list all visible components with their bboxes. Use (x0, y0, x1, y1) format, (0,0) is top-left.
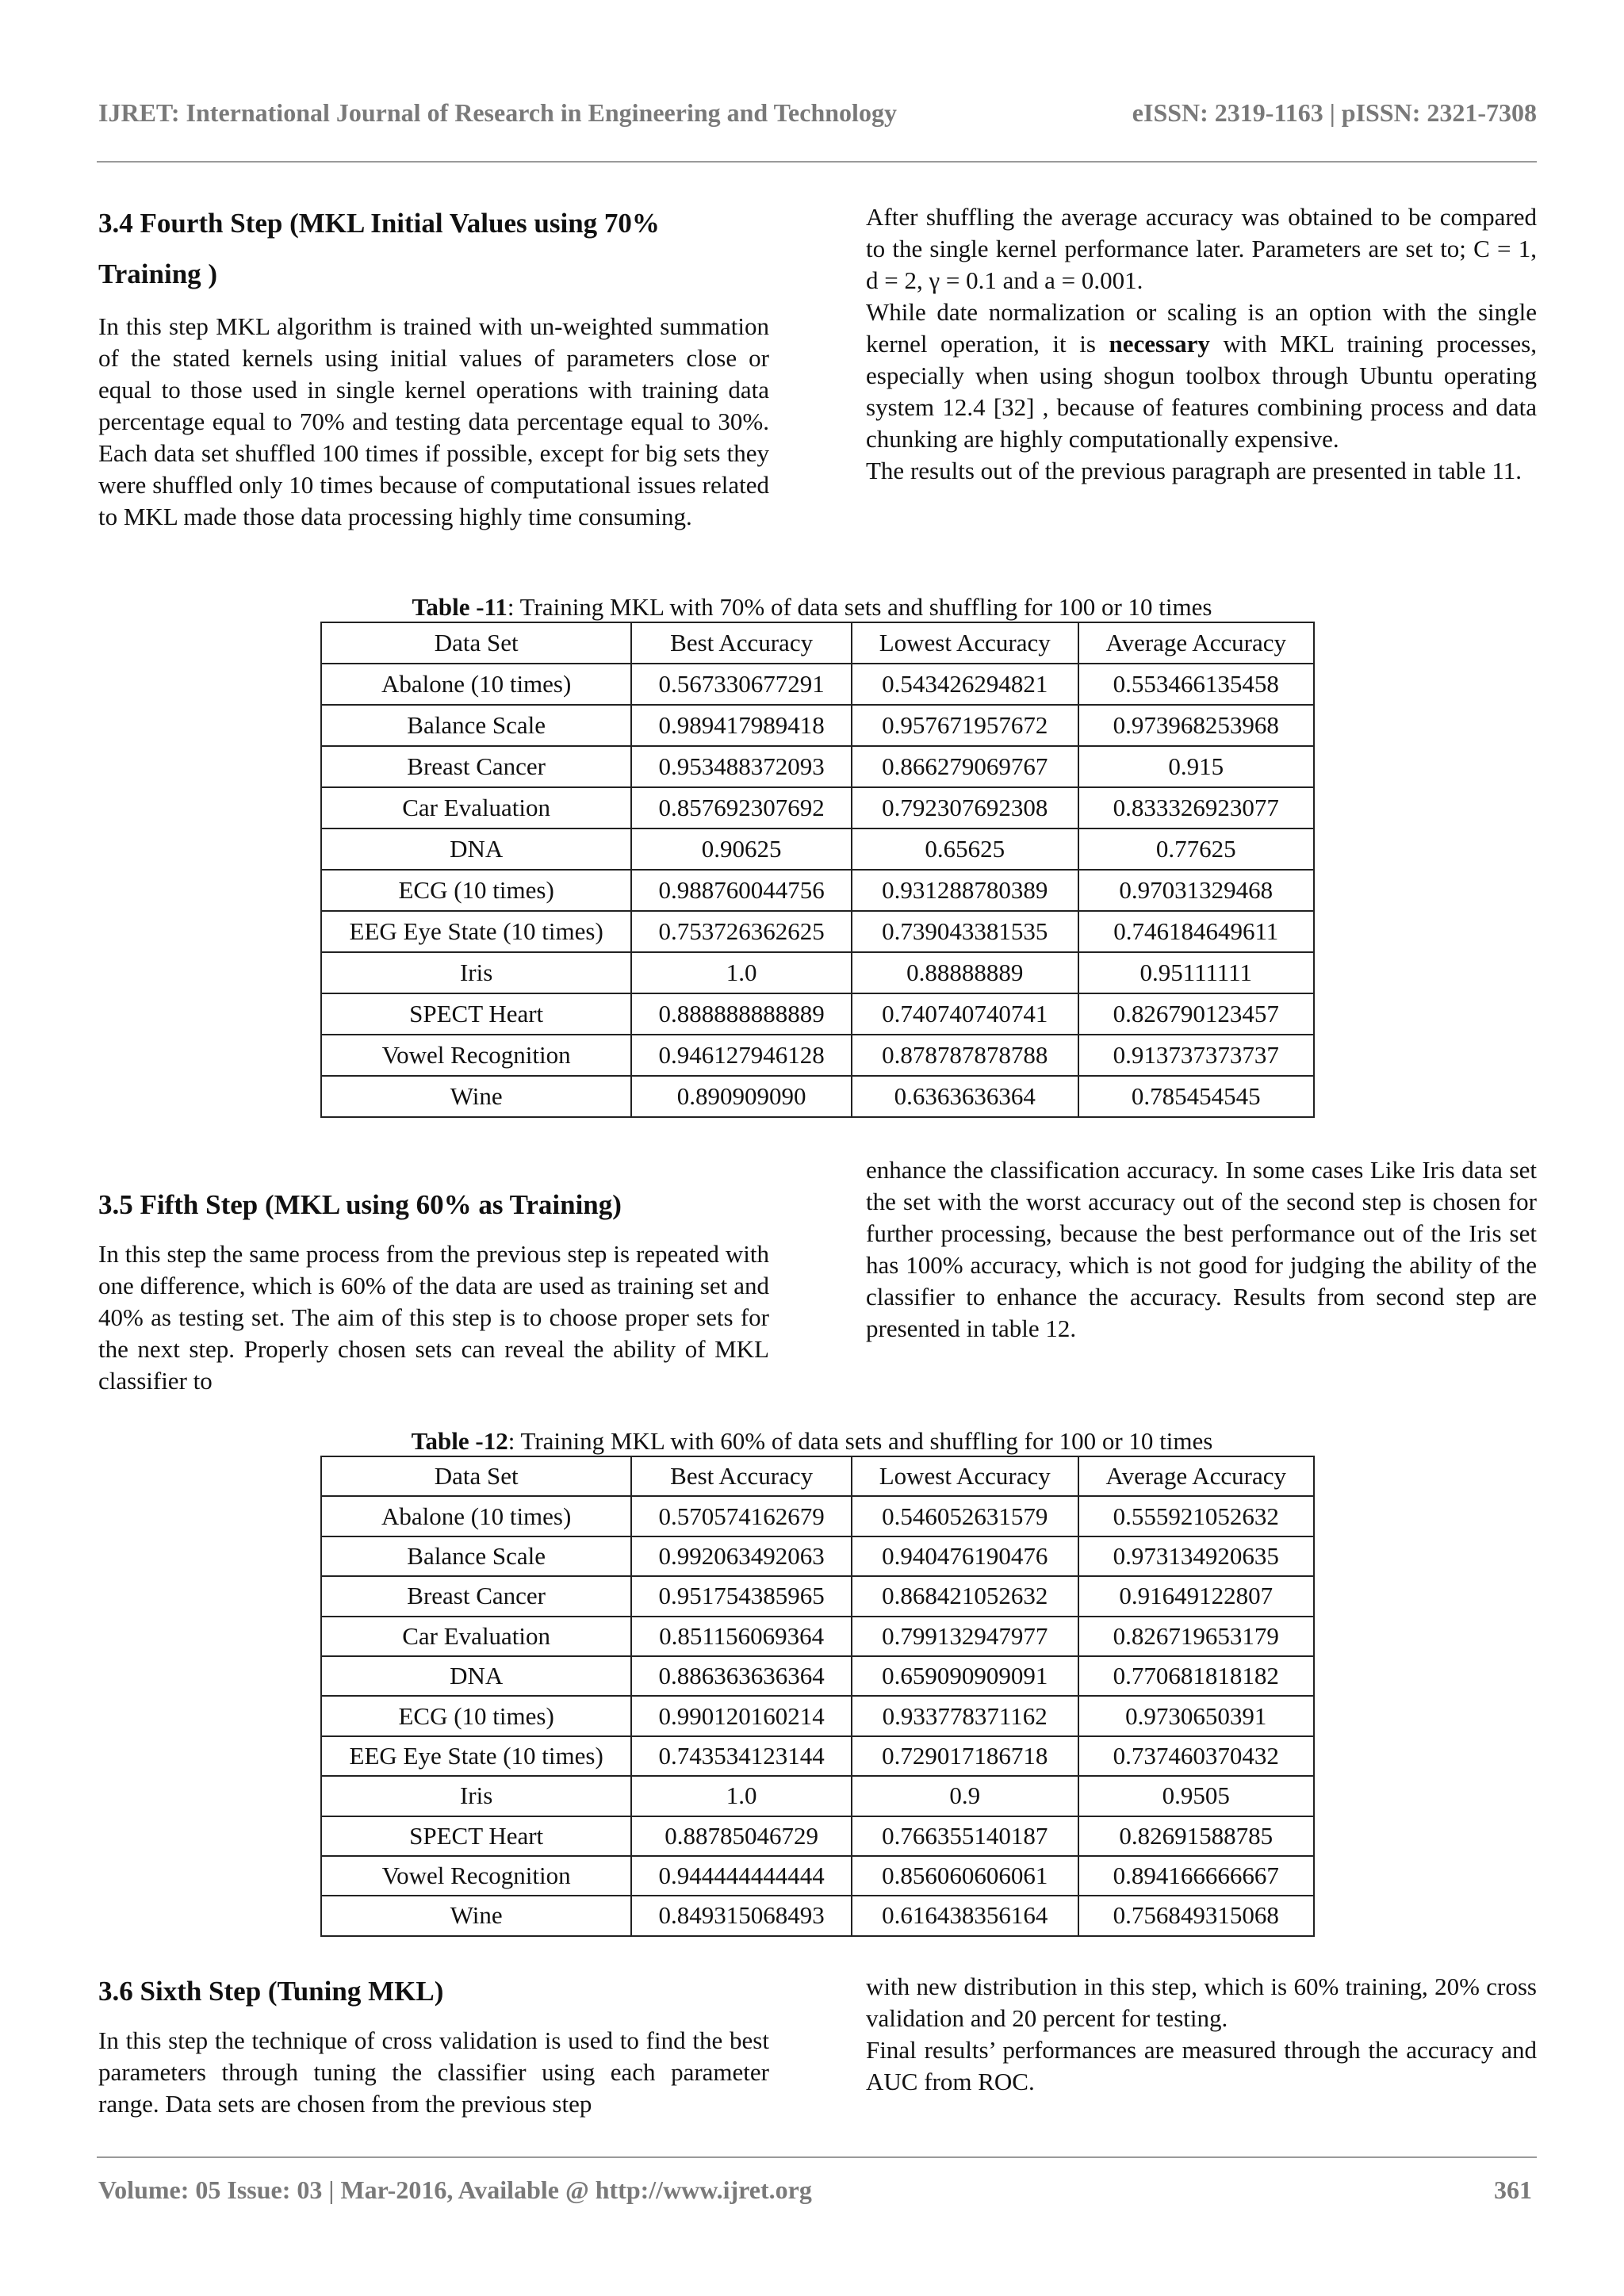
dataset-name-cell: Vowel Recognition (321, 1856, 631, 1896)
column-header: Average Accuracy (1078, 1456, 1315, 1496)
accuracy-cell: 0.792307692308 (852, 787, 1078, 828)
accuracy-cell: 0.766355140187 (852, 1816, 1078, 1856)
table-row (321, 1776, 1314, 1816)
right-paragraph: enhance the classification accuracy. In some cases Like Iris data set the set with the worst accuracy out of the second step is chosen for further processing, because the best performance out of the Iris set has 100% accuracy, which is not good for judging the ability of the classifier to enhance the accuracy. Results from second step are presented in table 12. (866, 1156, 1537, 1342)
table-row (321, 787, 1314, 828)
accuracy-cell: 0.888888888889 (631, 993, 852, 1035)
table-11-body (321, 664, 1314, 1117)
section-3-4 (98, 198, 769, 533)
table-12-header-row (321, 1456, 1314, 1496)
dataset-name-cell: Wine (321, 1076, 631, 1117)
table-11 (320, 622, 1315, 1118)
table-11-caption (0, 593, 1624, 622)
accuracy-cell: 0.65625 (852, 828, 1078, 870)
accuracy-cell: 0.868421052632 (852, 1576, 1078, 1616)
table-11-label: Table -11 (412, 593, 508, 621)
header-rule (97, 161, 1537, 163)
right-paragraph-2: Final results’ performances are measured through the accuracy and AUC from ROC. (866, 2036, 1537, 2095)
accuracy-cell: 0.944444444444 (631, 1856, 852, 1896)
accuracy-cell: 0.770681818182 (1078, 1656, 1315, 1696)
dataset-name-cell: ECG (10 times) (321, 1696, 631, 1735)
column-header: Best Accuracy (631, 1456, 852, 1496)
accuracy-cell: 0.753726362625 (631, 911, 852, 952)
dataset-name-cell: Balance Scale (321, 1536, 631, 1576)
column-header: Lowest Accuracy (852, 1456, 1078, 1496)
right-paragraph-2 (866, 297, 1537, 455)
accuracy-cell: 0.940476190476 (852, 1536, 1078, 1576)
table-row (321, 1496, 1314, 1536)
accuracy-cell: 0.933778371162 (852, 1696, 1078, 1735)
accuracy-cell: 0.953488372093 (631, 746, 852, 787)
accuracy-cell: 0.88785046729 (631, 1816, 852, 1856)
section-3-4-paragraph: In this step MKL algorithm is trained with un-weighted summation of the stated kernels using initial values of parameters close or equal to those used in single kernel operations with training data percentage equal to 70% and testing data percentage equal to 30%. Each data set shuffled 100 times if possible, except for big sets they were shuffled only 10 times because of computational issues related to MKL made those data processing highly time consuming. (98, 312, 769, 530)
section-3-6 (98, 1966, 769, 2120)
accuracy-cell: 0.866279069767 (852, 746, 1078, 787)
accuracy-cell: 0.989417989418 (631, 705, 852, 746)
table-row (321, 1076, 1314, 1117)
column-header: Lowest Accuracy (852, 622, 1078, 664)
accuracy-cell: 0.973134920635 (1078, 1536, 1315, 1576)
table-row (321, 1576, 1314, 1616)
accuracy-cell: 0.992063492063 (631, 1536, 852, 1576)
section-3-5 (98, 1180, 769, 1397)
accuracy-cell: 0.826790123457 (1078, 993, 1315, 1035)
table-12-caption (0, 1427, 1624, 1456)
page-footer (98, 2175, 1532, 2207)
accuracy-cell: 0.553466135458 (1078, 664, 1315, 705)
accuracy-cell: 0.570574162679 (631, 1496, 852, 1536)
accuracy-cell: 0.90625 (631, 828, 852, 870)
dataset-name-cell: Breast Cancer (321, 746, 631, 787)
section-3-6-right (866, 1971, 1537, 2098)
table-row (321, 870, 1314, 911)
table-row (321, 1816, 1314, 1856)
accuracy-cell: 0.9 (852, 1776, 1078, 1816)
table-row (321, 1856, 1314, 1896)
table-row (321, 1536, 1314, 1576)
accuracy-cell: 0.890909090 (631, 1076, 852, 1117)
dataset-name-cell: ECG (10 times) (321, 870, 631, 911)
table-row (321, 1736, 1314, 1776)
accuracy-cell: 0.851156069364 (631, 1617, 852, 1656)
right-paragraph-3: The results out of the previous paragraph are presented in table 11. (866, 457, 1522, 484)
table-row (321, 746, 1314, 787)
accuracy-cell: 0.9730650391 (1078, 1696, 1315, 1735)
table-row (321, 1617, 1314, 1656)
table-12 (320, 1456, 1315, 1937)
right-paragraph-1: with new distribution in this step, which is 60% training, 20% cross validation and 20 percent for testing. (866, 1973, 1537, 2032)
accuracy-cell: 0.97031329468 (1078, 870, 1315, 911)
footer-rule (97, 2156, 1537, 2158)
accuracy-cell: 0.743534123144 (631, 1736, 852, 1776)
accuracy-cell: 1.0 (631, 952, 852, 993)
section-3-6-paragraph: In this step the technique of cross validation is used to find the best parameters through tuning the classifier using each parameter range. Data sets are chosen from the previous step (98, 2026, 769, 2118)
accuracy-cell: 0.567330677291 (631, 664, 852, 705)
table-12-label: Table -12 (411, 1427, 508, 1455)
necessary-emphasis: necessary (1109, 330, 1210, 358)
table-row (321, 1896, 1314, 1935)
journal-issn: eISSN: 2319-1163 | pISSN: 2321-7308 (1132, 98, 1537, 127)
column-header: Average Accuracy (1078, 622, 1315, 664)
accuracy-cell: 0.878787878788 (852, 1035, 1078, 1076)
table-row (321, 1035, 1314, 1076)
accuracy-cell: 0.546052631579 (852, 1496, 1078, 1536)
column-header: Best Accuracy (631, 622, 852, 664)
accuracy-cell: 1.0 (631, 1776, 852, 1816)
dataset-name-cell: Iris (321, 1776, 631, 1816)
table-row (321, 828, 1314, 870)
dataset-name-cell: DNA (321, 1656, 631, 1696)
dataset-name-cell: Wine (321, 1896, 631, 1935)
accuracy-cell: 0.91649122807 (1078, 1576, 1315, 1616)
accuracy-cell: 0.77625 (1078, 828, 1315, 870)
accuracy-cell: 0.543426294821 (852, 664, 1078, 705)
table-12-caption-text: : Training MKL with 60% of data sets and shuffling for 100 or 10 times (508, 1427, 1213, 1455)
accuracy-cell: 0.616438356164 (852, 1896, 1078, 1935)
accuracy-cell: 0.737460370432 (1078, 1736, 1315, 1776)
dataset-name-cell: Balance Scale (321, 705, 631, 746)
dataset-name-cell: Vowel Recognition (321, 1035, 631, 1076)
dataset-name-cell: DNA (321, 828, 631, 870)
page-number: 361 (1494, 2175, 1532, 2204)
accuracy-cell: 0.894166666667 (1078, 1856, 1315, 1896)
table-row (321, 1656, 1314, 1696)
accuracy-cell: 0.9505 (1078, 1776, 1315, 1816)
dataset-name-cell: Car Evaluation (321, 1617, 631, 1656)
table-row (321, 664, 1314, 705)
column-header: Data Set (321, 1456, 631, 1496)
dataset-name-cell: Iris (321, 952, 631, 993)
accuracy-cell: 0.915 (1078, 746, 1315, 787)
section-3-5-paragraph: In this step the same process from the previous step is repeated with one difference, which is 60% of the data are used as training set and 40% as testing set. The aim of this step is to choose proper sets for the next step. Properly chosen sets can reveal the ability of MKL classifier to (98, 1240, 769, 1395)
accuracy-cell: 0.951754385965 (631, 1576, 852, 1616)
accuracy-cell: 0.6363636364 (852, 1076, 1078, 1117)
journal-title: IJRET: International Journal of Research in Engineering and Technology (98, 98, 897, 127)
accuracy-cell: 0.931288780389 (852, 870, 1078, 911)
right-paragraph-2-end: with MKL training processes, especially when using shogun toolbox through Ubuntu operating system 12.4 [32] , because of features combining process and data chunking are highly computationally expensive. (866, 330, 1537, 453)
dataset-name-cell: SPECT Heart (321, 993, 631, 1035)
dataset-name-cell: Car Evaluation (321, 787, 631, 828)
accuracy-cell: 0.849315068493 (631, 1896, 852, 1935)
accuracy-cell: 0.988760044756 (631, 870, 852, 911)
table-row (321, 993, 1314, 1035)
dataset-name-cell: Abalone (10 times) (321, 1496, 631, 1536)
accuracy-cell: 0.729017186718 (852, 1736, 1078, 1776)
accuracy-cell: 0.886363636364 (631, 1656, 852, 1696)
table-11-header-row (321, 622, 1314, 664)
accuracy-cell: 0.957671957672 (852, 705, 1078, 746)
accuracy-cell: 0.756849315068 (1078, 1896, 1315, 1935)
dataset-name-cell: EEG Eye State (10 times) (321, 1736, 631, 1776)
accuracy-cell: 0.555921052632 (1078, 1496, 1315, 1536)
section-3-6-title: 3.6 Sixth Step (Tuning MKL) (98, 1976, 444, 2007)
accuracy-cell: 0.913737373737 (1078, 1035, 1315, 1076)
accuracy-cell: 0.95111111 (1078, 952, 1315, 993)
section-3-5-right (866, 1154, 1537, 1345)
accuracy-cell: 0.659090909091 (852, 1656, 1078, 1696)
table-row (321, 1696, 1314, 1735)
table-row (321, 911, 1314, 952)
dataset-name-cell: EEG Eye State (10 times) (321, 911, 631, 952)
page-header (98, 98, 1537, 130)
column-header: Data Set (321, 622, 631, 664)
table-row (321, 952, 1314, 993)
table-12-body (321, 1496, 1314, 1935)
volume-info: Volume: 05 Issue: 03 | Mar-2016, Available @ http://www.ijret.org (98, 2175, 812, 2204)
dataset-name-cell: Abalone (10 times) (321, 664, 631, 705)
accuracy-cell: 0.746184649611 (1078, 911, 1315, 952)
dataset-name-cell: SPECT Heart (321, 1816, 631, 1856)
accuracy-cell: 0.857692307692 (631, 787, 852, 828)
accuracy-cell: 0.739043381535 (852, 911, 1078, 952)
table-11-caption-text: : Training MKL with 70% of data sets and shuffling for 100 or 10 times (507, 593, 1212, 621)
accuracy-cell: 0.856060606061 (852, 1856, 1078, 1896)
accuracy-cell: 0.785454545 (1078, 1076, 1315, 1117)
accuracy-cell: 0.82691588785 (1078, 1816, 1315, 1856)
accuracy-cell: 0.990120160214 (631, 1696, 852, 1735)
section-3-4-title-line1: 3.4 Fourth Step (MKL Initial Values using 70% (98, 208, 660, 239)
section-3-5-title: 3.5 Fifth Step (MKL using 60% as Training) (98, 1189, 622, 1220)
section-3-4-title-line2: Training ) (98, 258, 218, 289)
accuracy-cell: 0.973968253968 (1078, 705, 1315, 746)
accuracy-cell: 0.88888889 (852, 952, 1078, 993)
accuracy-cell: 0.946127946128 (631, 1035, 852, 1076)
accuracy-cell: 0.740740740741 (852, 993, 1078, 1035)
accuracy-cell: 0.833326923077 (1078, 787, 1315, 828)
dataset-name-cell: Breast Cancer (321, 1576, 631, 1616)
accuracy-cell: 0.799132947977 (852, 1617, 1078, 1656)
accuracy-cell: 0.826719653179 (1078, 1617, 1315, 1656)
table-row (321, 705, 1314, 746)
right-paragraph-1: After shuffling the average accuracy was obtained to be compared to the single kernel performance later. Parameters are set to; C = 1, d = 2, γ = 0.1 and a = 0.001. (866, 203, 1537, 294)
section-3-4-right (866, 201, 1537, 487)
right-paragraph-2-start: While date normalization or scaling is an option with the single kernel operation, it is (866, 298, 1537, 358)
